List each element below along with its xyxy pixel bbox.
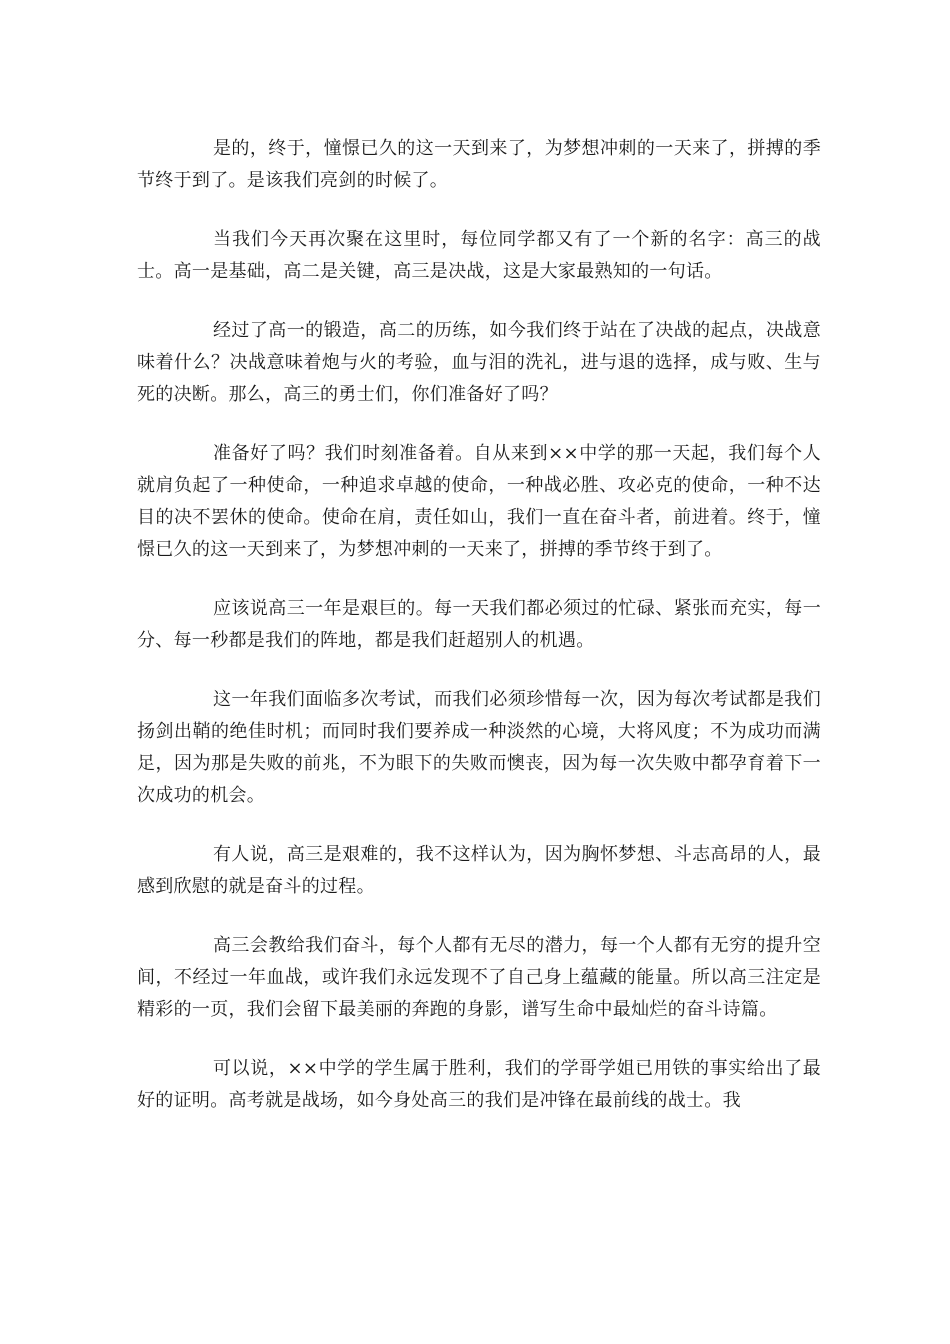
paragraph-3: 经过了高一的锻造，高二的历练，如今我们终于站在了决战的起点，决战意味着什么？决战意味着炮与火的考验，血与泪的洗礼，进与退的选择，成与败、生与死的决断。那么，高三的勇士们，你们准备好了吗？ <box>137 320 821 405</box>
paragraph-7: 有人说，高三是艰难的，我不这样认为，因为胸怀梦想、斗志高昂的人，最感到欣慰的就是奋斗的过程。 <box>137 844 821 897</box>
paragraph-2: 当我们今天再次聚在这里时，每位同学都又有了一个新的名字：高三的战士。高一是基础，高二是关键，高三是决战，这是大家最熟知的一句话。 <box>137 229 821 282</box>
paragraph-5: 应该说高三一年是艰巨的。每一天我们都必须过的忙碌、紧张而充实，每一分、每一秒都是我们的阵地，都是我们赶超别人的机遇。 <box>137 598 821 651</box>
paragraph-1: 是的，终于，憧憬已久的这一天到来了，为梦想冲刺的一天来了，拼搏的季节终于到了。是该我们亮剑的时候了。 <box>137 138 821 191</box>
paragraph-4: 准备好了吗？我们时刻准备着。自从来到××中学的那一天起，我们每个人就肩负起了一种使命，一种追求卓越的使命，一种战必胜、攻必克的使命，一种不达目的决不罢休的使命。使命在肩，责任如山，我们一直在奋斗者，前进着。终于，憧憬已久的这一天到来了，为梦想冲刺的一天来了，拼搏的季节终于到了。 <box>137 443 821 560</box>
paragraph-6: 这一年我们面临多次考试，而我们必须珍惜每一次，因为每次考试都是我们扬剑出鞘的绝佳时机；而同时我们要养成一种淡然的心境，大将风度；不为成功而满足，因为那是失败的前兆，不为眼下的失败而懊丧，因为每一次失败中都孕育着下一次成功的机会。 <box>137 689 821 806</box>
paragraph-9: 可以说，××中学的学生属于胜利，我们的学哥学姐已用铁的事实给出了最好的证明。高考就是战场，如今身处高三的我们是冲锋在最前线的战士。我 <box>137 1058 821 1111</box>
document-body <box>137 133 821 1144</box>
paragraph-8: 高三会教给我们奋斗，每个人都有无尽的潜力，每一个人都有无穷的提升空间，不经过一年血战，或许我们永远发现不了自己身上蕴藏的能量。所以高三注定是精彩的一页，我们会留下最美丽的奔跑的身影，谱写生命中最灿烂的奋斗诗篇。 <box>137 935 821 1020</box>
